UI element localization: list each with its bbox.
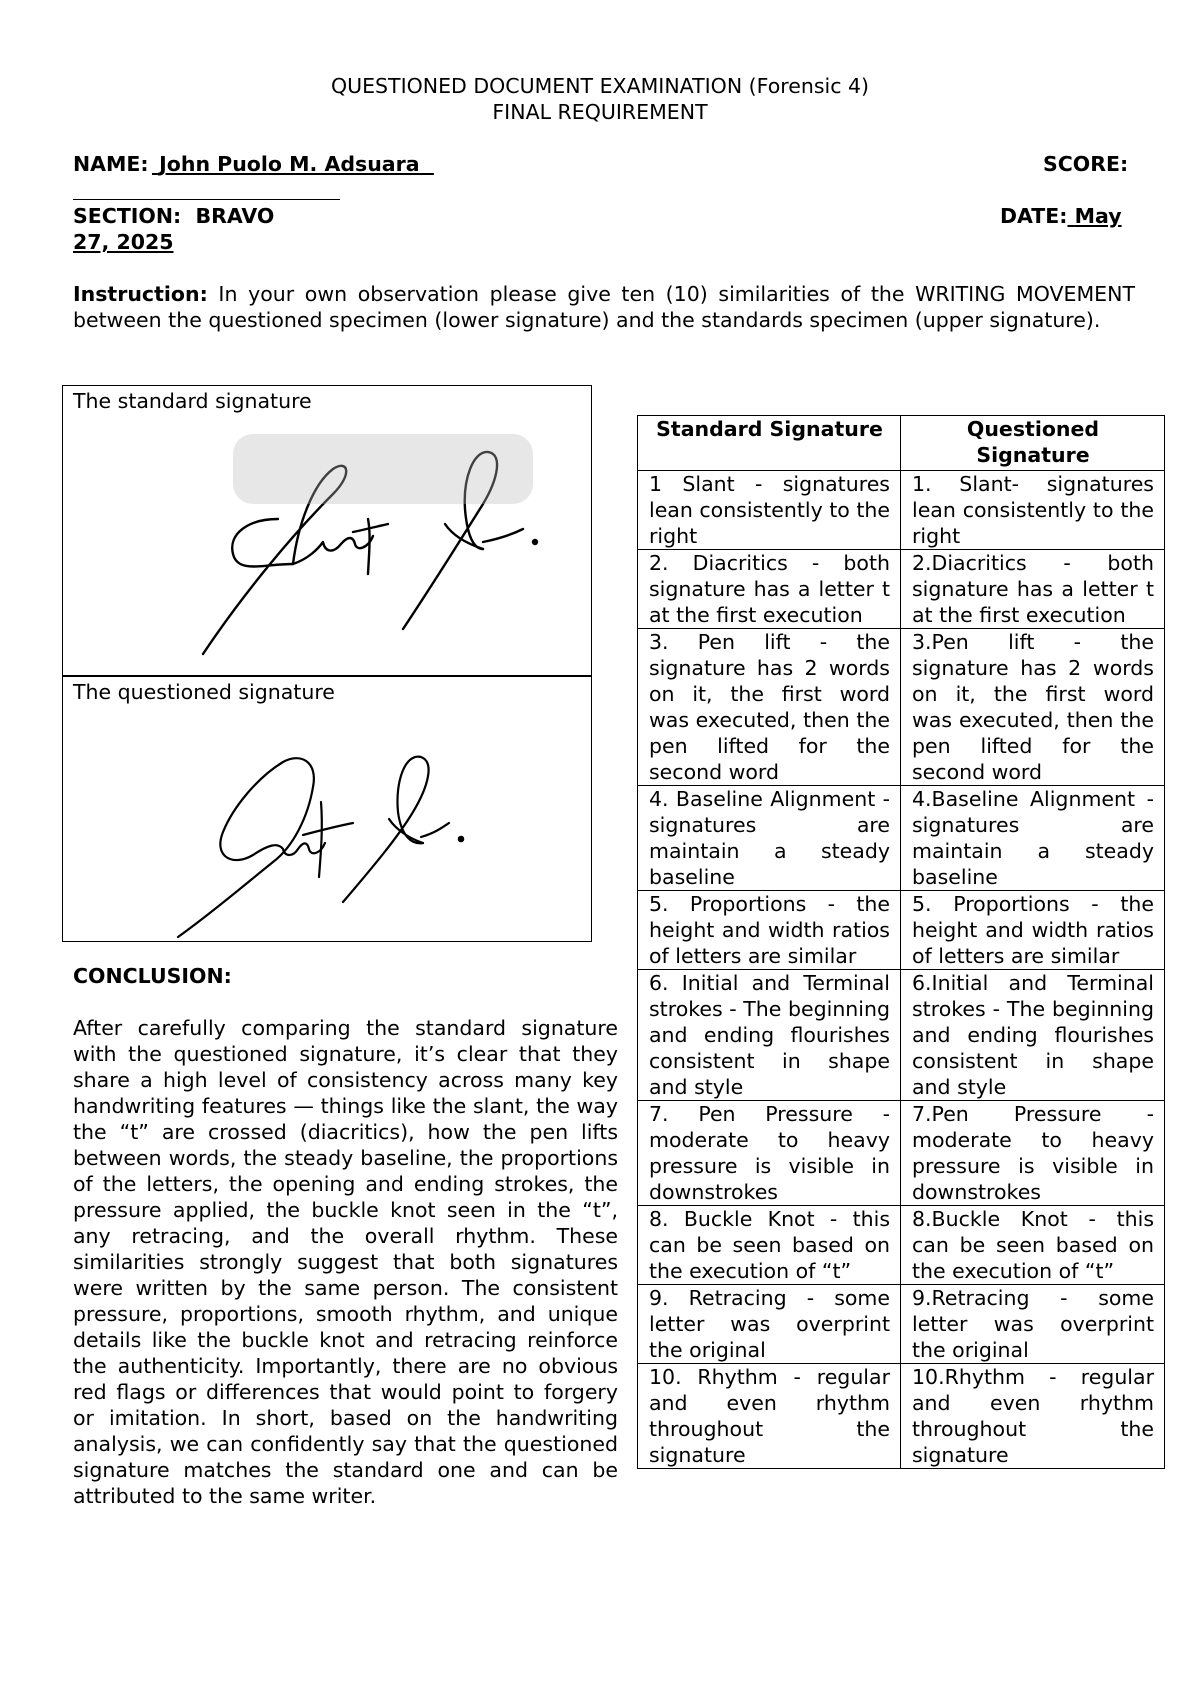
name-label: NAME: [73,152,149,176]
table-row [638,1206,1165,1285]
cell-standard: 5. Proportions - the height and width ratios of letters are similar [638,891,901,970]
cell-standard: 1 Slant - signatures lean consistently to the right [638,471,901,550]
instruction-text: In your own observation please give ten (10) similarities of the WRITING MOVEMENT between the questioned specimen (lower signature) and the standards specimen (upper signature). [73,282,1135,332]
cell-standard: 9. Retracing - some letter was overprint the original [638,1285,901,1364]
cell-standard: 4. Baseline Alignment - signatures are maintain a steady baseline [638,786,901,891]
cell-questioned: 10.Rhythm - regular and even rhythm throughout the signature [901,1364,1165,1469]
table-row [638,786,1165,891]
cell-questioned: 1. Slant- signatures lean consistently to the right [901,471,1165,550]
date-label: DATE: [1000,204,1068,228]
table-row [638,550,1165,629]
table-row [638,970,1165,1101]
conclusion-label: CONCLUSION: [73,964,232,988]
cell-standard: 7. Pen Pressure - moderate to heavy pressure is visible in downstrokes [638,1101,901,1206]
cell-questioned: 2.Diacritics - both signature has a letter t at the first execution [901,550,1165,629]
questioned-signature-image [173,727,533,947]
cell-questioned: 3.Pen lift - the signature has 2 words on it, the first word was executed, then the pen lifted for the second word [901,629,1165,786]
cell-questioned: 8.Buckle Knot - this can be seen based on the execution of “t” [901,1206,1165,1285]
table-row [638,891,1165,970]
name-value-text: John Puolo M. Adsuara [159,152,420,176]
date-value-part1: May [1074,204,1122,228]
section-value: BRAVO [195,204,275,228]
header-questioned: Questioned Signature [901,416,1165,471]
table-row [638,629,1165,786]
table-row [638,471,1165,550]
comparison-table [637,415,1165,1469]
cell-questioned: 4.Baseline Alignment - signatures are maintain a steady baseline [901,786,1165,891]
cell-questioned: 5. Proportions - the height and width ratios of letters are similar [901,891,1165,970]
cell-questioned: 9.Retracing - some letter was overprint the original [901,1285,1165,1364]
name-value [152,151,434,177]
date-value-part2: 27, 2025 [73,230,174,254]
cell-questioned: 6.Initial and Terminal strokes - The beginning and ending flourishes consistent in shape and style [901,970,1165,1101]
standard-signature-caption: The standard signature [73,389,312,413]
questioned-signature-box [62,676,592,942]
section-line [73,203,274,229]
header-standard: Standard Signature [638,416,901,471]
table-row [638,1285,1165,1364]
document-subtitle: FINAL REQUIREMENT [492,100,708,124]
conclusion-paragraph: After carefully comparing the standard signature with the questioned signature, it’s clear that they share a high level of consistency across many key handwriting features — things like the slant, the way the “t” are crossed (diacritics), how the pen lifts between words, the steady baseline, the proportions of the letters, the opening and ending strokes, the pressure applied, the buckle knot seen in the “t”, any retracing, and the overall rhythm. These similarities strongly suggest that both signatures were written by the same person. The consistent pressure, proportions, smooth rhythm, and unique details like the buckle knot and retracing reinforce the authenticity. Importantly, there are no obvious red flags or differences that would point to forgery or imitation. In short, based on the handwriting analysis, we can confidently say that the questioned signature matches the standard one and can be attributed to the same writer. [73,1016,618,1508]
cell-questioned: 7.Pen Pressure - moderate to heavy pressure is visible in downstrokes [901,1101,1165,1206]
date-line [1000,203,1122,229]
instruction-label: Instruction: [73,282,208,306]
document-title: QUESTIONED DOCUMENT EXAMINATION (Forensic 4) [330,74,870,98]
cell-standard: 10. Rhythm - regular and even rhythm throughout the signature [638,1364,901,1469]
cell-standard: 8. Buckle Knot - this can be seen based on the execution of “t” [638,1206,901,1285]
table-header-row [638,416,1165,471]
score-blank-line [73,199,340,200]
standard-signature-box [62,385,592,676]
questioned-signature-caption: The questioned signature [73,680,335,704]
cell-standard: 6. Initial and Terminal strokes - The beginning and ending flourishes consistent in shape and style [638,970,901,1101]
table-row [638,1101,1165,1206]
cell-standard: 2. Diacritics - both signature has a letter t at the first execution [638,550,901,629]
table-row [638,1364,1165,1469]
instruction-paragraph [73,281,1135,333]
section-label: SECTION: [73,204,182,228]
cell-standard: 3. Pen lift - the signature has 2 words on it, the first word was executed, then the pen lifted for the second word [638,629,901,786]
score-label: SCORE: [1043,152,1129,176]
standard-signature-image [183,424,543,674]
